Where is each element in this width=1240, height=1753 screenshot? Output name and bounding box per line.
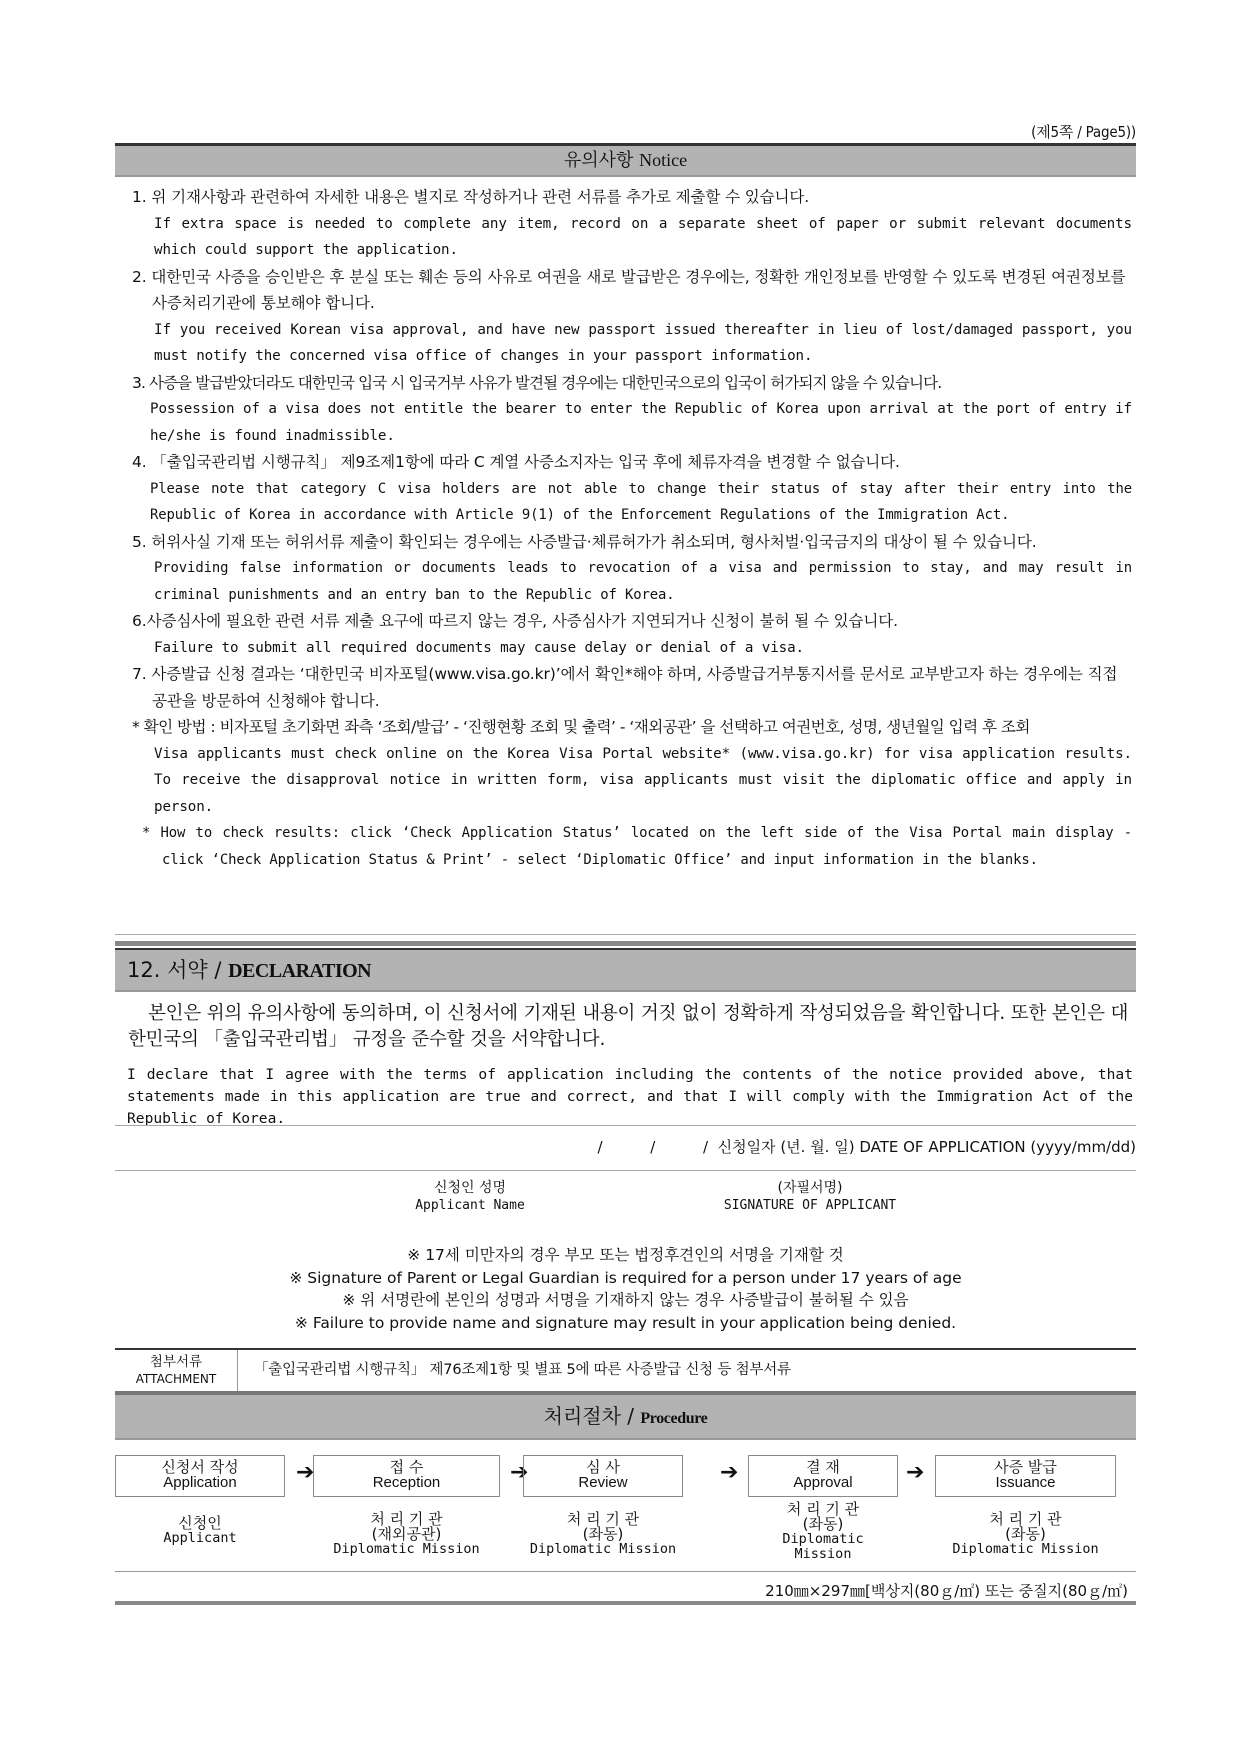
notice-item-7 <box>132 661 1132 714</box>
actor-label-sub: (좌동) <box>582 1525 624 1543</box>
notice-header <box>115 143 1136 177</box>
procedure-step-review <box>523 1455 683 1497</box>
notice-7-ko: 7. 사증발급 신청 결과는 ‘대한민국 비자포털(www.visa.go.kr)’에서 확인*해야 하며, 사증발급거부통지서를 문서로 교부받고자 하는 경우에는 직접 공관을 방문하여 신청해야 합니다. <box>132 665 1118 710</box>
procedure-step-reception <box>313 1455 500 1497</box>
notice-check-method <box>132 714 1132 873</box>
paper-spec: 210㎜×297㎜[백상지(80ｇ/㎡) 또는 중질지(80ｇ/㎡) <box>765 1582 1128 1600</box>
signature-field[interactable] <box>695 1180 925 1214</box>
step-label-en: Approval <box>793 1474 853 1491</box>
notice-item-6 <box>132 608 1132 661</box>
declaration-title-en: DECLARATION <box>228 960 372 982</box>
actor-label-ko: 신청인 <box>178 1514 222 1532</box>
actor-review <box>503 1512 703 1557</box>
actor-label-sub: (재외공관) <box>371 1525 442 1543</box>
notice-item-2 <box>132 264 1132 370</box>
notice-3-ko: 3. 사증을 발급받았더라도 대한민국 입국 시 입국거부 사유가 발견될 경우에는 대한민국으로의 입국이 허가되지 않을 수 있습니다. <box>132 373 942 392</box>
actor-label-ko: 처 리 기 관 <box>566 1510 640 1528</box>
actor-label-en: Diplomatic Mission <box>782 1531 864 1562</box>
notice-item-4 <box>132 449 1132 529</box>
notice-6-en: Failure to submit all required documents may cause delay or denial of a visa. <box>154 639 805 656</box>
warning-line: ※ 위 서명란에 본인의 성명과 서명을 기재하지 않는 경우 사증발급이 불허될 수 있음 <box>342 1291 909 1309</box>
step-label-ko: 신청서 작성 <box>161 1458 239 1476</box>
warning-line: ※ 17세 미만자의 경우 부모 또는 법정후견인의 서명을 기재할 것 <box>407 1246 844 1264</box>
divider <box>115 1125 1136 1126</box>
step-label-ko: 심 사 <box>586 1458 620 1476</box>
step-label-en: Reception <box>372 1474 441 1491</box>
notice-5-ko: 5. 허위사실 기재 또는 허위서류 제출이 확인되는 경우에는 사증발급·체류허가가 취소되며, 형사처벌·입국금지의 대상이 될 수 있습니다. <box>132 532 1037 551</box>
notice-1-en: If extra space is needed to complete any item, record on a separate sheet of paper or submit relevant documents which could support the application. <box>154 215 1132 258</box>
actor-applicant <box>115 1516 285 1546</box>
page-number: (제5쪽 / Page5)) <box>1031 123 1136 141</box>
signature-warnings <box>115 1244 1136 1334</box>
step-label-en: Application <box>163 1474 237 1491</box>
notice-item-1 <box>132 184 1132 264</box>
attachment-label-en: ATTACHMENT <box>135 1372 217 1386</box>
actor-label-en: Diplomatic Mission <box>952 1541 1099 1557</box>
attachment-value: 「출입국관리법 시행규칙」 제76조제1항 및 별표 5에 따른 사증발급 신청 등 첨부서류 <box>254 1362 791 1378</box>
attachment-label <box>115 1350 238 1392</box>
check-method-ko: * 확인 방법 : 비자포털 초기화면 좌측 ‘조회/발급’ - ‘진행현황 조회 및 출력’ - ‘재외공관’ 을 선택하고 여권번호, 성명, 생년월일 입력 후 조회 <box>132 718 1030 736</box>
attachment-label-ko: 첨부서류 <box>149 1354 203 1370</box>
applicant-name-field[interactable] <box>405 1180 535 1214</box>
applicant-name-label-en: Applicant Name <box>415 1198 525 1213</box>
notice-2-ko: 2. 대한민국 사증을 승인받은 후 분실 또는 훼손 등의 사유로 여권을 새로 발급받은 경우에는, 정확한 개인정보를 반영할 수 있도록 변경된 여권정보를 사증처리기관에 통보해야 합니다. <box>132 267 1126 312</box>
actor-label-sub: (좌동) <box>1005 1525 1046 1543</box>
arrow-right-icon: ➔ <box>296 1460 315 1485</box>
divider-thick <box>115 1601 1136 1605</box>
notice-title-ko: 유의사항 <box>563 150 634 171</box>
notice-4-en: Please note that category C visa holders are not able to change their status of stay after their entry into the Republic of Korea in accordance with Article 9(1) of the Enforcement Regulations of the Immigration Act. <box>150 480 1132 523</box>
divider <box>115 934 1136 935</box>
procedure-step-approval <box>748 1455 898 1497</box>
applicant-name-label-ko: 신청인 성명 <box>433 1180 507 1196</box>
procedure-header <box>115 1391 1136 1440</box>
step-label-ko: 결 재 <box>806 1458 840 1476</box>
actor-label-en: Applicant <box>163 1530 237 1546</box>
notice-list <box>132 184 1132 873</box>
procedure-title-en: Procedure <box>640 1410 708 1427</box>
notice-1-ko: 1. 위 기재사항과 관련하여 자세한 내용은 별지로 작성하거나 관련 서류를 추가로 제출할 수 있습니다. <box>132 188 810 206</box>
declaration-text-ko: 본인은 위의 유의사항에 동의하며, 이 신청서에 기재된 내용이 거짓 없이 정확하게 작성되었음을 확인합니다. 또한 본인은 대한민국의 「출입국관리법」 규정을 준수할 것을 서약합니다. <box>128 1003 1129 1050</box>
date-of-application-field[interactable]: / / / 신청일자 (년. 월. 일) DATE OF APPLICATION (yyyy/mm/dd) <box>597 1138 1136 1156</box>
actor-label-ko: 처 리 기 관 <box>989 1510 1062 1528</box>
actor-reception <box>293 1512 520 1557</box>
divider <box>115 1170 1136 1171</box>
notice-title-en: Notice <box>639 150 688 170</box>
actor-approval <box>773 1502 873 1562</box>
step-label-en: Review <box>578 1474 628 1491</box>
notice-2-en: If you received Korean visa approval, and have new passport issued thereafter in lieu of lost/damaged passport, you must notify the concerned visa office of changes in your passport information. <box>154 321 1132 364</box>
step-label-ko: 접 수 <box>389 1458 424 1476</box>
actor-label-ko: 처 리 기 관 <box>786 1500 860 1518</box>
warning-line: ※ Failure to provide name and signature may result in your application being denied. <box>294 1313 957 1332</box>
attachment-row <box>115 1348 1136 1392</box>
notice-6-ko: 6.사증심사에 필요한 관련 서류 제출 요구에 따르지 않는 경우, 사증심사가 지연되거나 신청이 불허 될 수 있습니다. <box>132 612 898 630</box>
check-method-how: * How to check results: click ‘Check Application Status’ located on the left side of the Visa Portal main display - click ‘Check Application Status & Print’ - select ‘Diplomatic Office’ and input information in the blanks. <box>142 825 1132 868</box>
divider-thick <box>115 941 1136 946</box>
warning-line: ※ Signature of Parent or Legal Guardian is required for a person under 17 years of age <box>289 1268 962 1287</box>
procedure-title-ko: 처리절차 / <box>543 1404 641 1428</box>
notice-item-3 <box>132 370 1132 450</box>
actor-issuance <box>925 1512 1126 1557</box>
signature-label-ko: (자필서명) <box>777 1180 843 1196</box>
notice-5-en: Providing false information or documents leads to revocation of a visa and permission to stay, and may result in criminal punishments and an entry ban to the Republic of Korea. <box>154 560 1132 603</box>
step-label-en: Issuance <box>995 1474 1056 1491</box>
step-label-ko: 사증 발급 <box>994 1458 1057 1476</box>
arrow-right-icon: ➔ <box>720 1460 739 1485</box>
arrow-right-icon: ➔ <box>906 1460 925 1485</box>
notice-4-ko: 4. 「출입국관리법 시행규칙」 제9조제1항에 따라 C 계열 사증소지자는 입국 후에 체류자격을 변경할 수 없습니다. <box>132 453 900 471</box>
declaration-text-en: I declare that I agree with the terms of application including the contents of the notice provided above, that statements made in this application are true and correct, and that I will comply with the Immigration Act of the Republic of Korea. <box>127 1066 1133 1127</box>
actor-label-en: Diplomatic Mission <box>529 1541 677 1557</box>
arrow-right-icon: ➔ <box>510 1460 529 1485</box>
actor-label-en: Diplomatic Mission <box>333 1541 480 1557</box>
actor-label-ko: 처 리 기 관 <box>370 1510 443 1528</box>
signature-label-en: SIGNATURE OF APPLICANT <box>723 1198 897 1213</box>
notice-3-en: Possession of a visa does not entitle the bearer to enter the Republic of Korea upon arrival at the port of entry if he/she is found inadmissible. <box>150 401 1132 444</box>
notice-item-5 <box>132 529 1132 609</box>
check-method-en: Visa applicants must check online on the Korea Visa Portal website* (www.visa.go.kr) for visa application results. To receive the disapproval notice in written form, visa applicants must visit the diplomatic office and apply in person. <box>154 745 1132 815</box>
procedure-step-issuance <box>935 1455 1116 1497</box>
divider <box>115 1571 1136 1572</box>
actor-label-sub: (좌동) <box>802 1515 844 1533</box>
declaration-header <box>115 948 1136 992</box>
procedure-step-application <box>115 1455 285 1497</box>
declaration-title-ko: 12. 서약 / <box>127 958 229 982</box>
